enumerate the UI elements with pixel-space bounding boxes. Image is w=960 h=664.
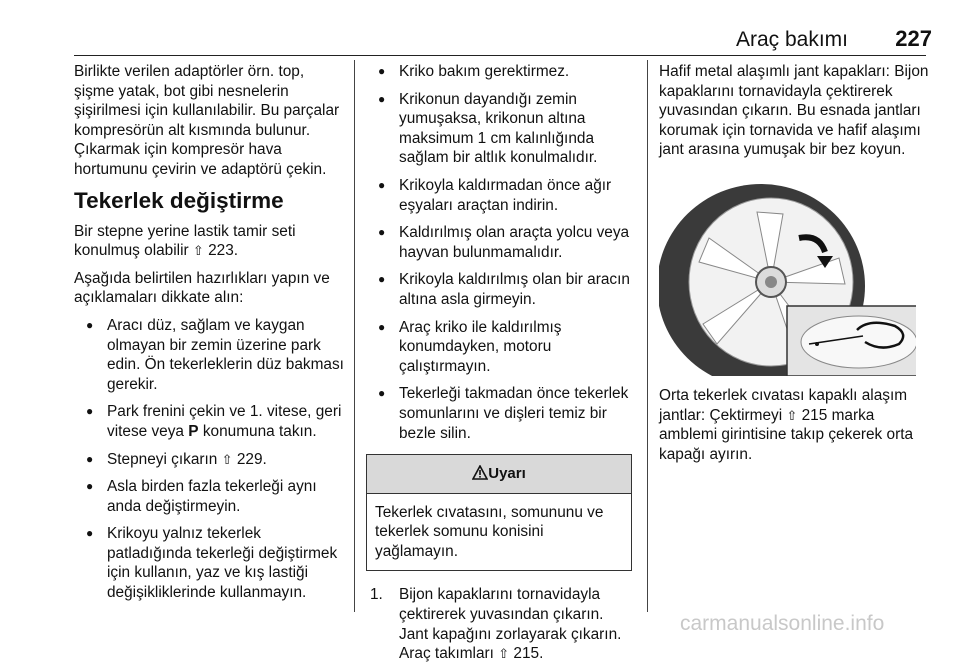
list-item: ● Araç kriko ile kaldırılmış konumdayken, motoru çalıştırmayın. xyxy=(366,318,632,377)
step-1: 1. Bijon kapaklarını tornavidayla çektirerek yuvasından çıkarın. Jant kapağını zorlayarak çıkarın. Araç takımları ⇧ 215. xyxy=(370,586,622,663)
warning-header xyxy=(367,455,631,494)
list-item: ● Park frenini çekin ve 1. vitese, geri vitese veya P konumuna takın. xyxy=(74,402,346,441)
prep-intro: Aşağıda belirtilen hazırlıkları yapın ve açıklamaları dikkate alın: xyxy=(74,269,330,307)
watermark: carmanualsonline.info xyxy=(680,612,885,635)
chapter-title: Araç bakımı xyxy=(735,28,848,51)
alloy-cap-paragraph: Hafif metal alaşımlı jant kapakları: Bijon kapaklarını tornavidayla çektirerek yuvasından çıkarın. Bu esnada jantları korumak için tornavida ve hafif alaşımı jant arasına yumuşak bir bez koyun. xyxy=(659,63,929,159)
spare-note: Bir stepne yerine lastik tamir seti konulmuş olabilir ⇧ 223. xyxy=(74,222,296,260)
list-item: ● Aracı düz, sağlam ve kaygan olmayan bir zemin üzerine park edin. Ön tekerleklerin düz bakması gerekir. xyxy=(74,316,346,394)
column-left xyxy=(74,62,346,611)
page-reference[interactable]: 229. xyxy=(236,450,267,468)
page-reference[interactable]: 215. xyxy=(513,645,544,663)
step-number: 1. xyxy=(370,586,383,604)
wheel-figure-icon xyxy=(659,176,916,376)
warning-text: Tekerlek cıvatasını, somununu ve tekerlek somunu konisini yağlamayın. xyxy=(375,503,604,560)
warning-triangle-icon xyxy=(472,465,488,480)
page-reference[interactable]: 215 xyxy=(801,406,828,424)
list-item: ● Kaldırılmış olan araçta yolcu veya hayvan bulunmamalıdır. xyxy=(366,223,632,262)
center-cap-paragraph: Orta tekerlek cıvatası kapaklı alaşım jantlar: Çektirmeyi ⇧ 215 marka amblemi girintisine takıp çekerek orta kapağı ayırın. xyxy=(659,386,914,463)
column-divider-1 xyxy=(354,60,355,612)
column-middle xyxy=(366,62,632,664)
list-item: ● Kriko bakım gerektirmez. xyxy=(366,62,632,82)
list-item: ● Tekerleği takmadan önce tekerlek somunlarını ve dişleri temiz bir bezle silin. xyxy=(366,384,632,443)
list-item: ● Krikonun dayandığı zemin yumuşaksa, krikonun altına maksimum 1 cm kalınlığında sağlam bir altlık konulmalıdır. xyxy=(366,90,632,168)
list-item: ● Krikoyla kaldırmadan önce ağır eşyaları araçtan indirin. xyxy=(366,176,632,215)
page-number: 227 xyxy=(895,26,932,51)
list-item: ● Stepneyi çıkarın ⇧ 229. xyxy=(74,450,346,470)
page-reference[interactable]: 223. xyxy=(208,242,239,260)
ref-arrow-icon: ⇧ xyxy=(498,646,510,662)
intro-paragraph: Birlikte verilen adaptörler örn. top, şişme yatak, bot gibi nesnelerin şişirilmesi için kullanılabilir. Bu parçalar kompresörün alt kısmında bulunur. Çıkarmak için kompresör hava hortumunu çevirin ve adaptörü çekin. xyxy=(74,63,340,178)
ref-arrow-icon: ⇧ xyxy=(221,451,233,467)
list-item: ● Asla birden fazla tekerleği aynı anda değiştirmeyin. xyxy=(74,477,346,516)
ref-arrow-icon: ⇧ xyxy=(192,243,204,259)
warning-title: Uyarı xyxy=(488,465,526,483)
warning-box xyxy=(366,454,632,571)
header-rule xyxy=(74,55,926,56)
prep-list xyxy=(74,316,346,603)
column-divider-2 xyxy=(647,60,648,612)
list-item: ● Krikoyu yalnız tekerlek patladığında tekerleği değiştirmek için kullanın, yaz ve kış lastiği değişikliklerinde kullanmayın. xyxy=(74,524,346,602)
wheel-illustration xyxy=(659,176,916,376)
jack-list xyxy=(366,62,632,443)
ref-arrow-icon: ⇧ xyxy=(786,407,798,423)
column-right xyxy=(659,62,931,472)
section-heading: Tekerlek değiştirme xyxy=(74,187,284,213)
list-item: ● Krikoyla kaldırılmış olan bir aracın altına asla girmeyin. xyxy=(366,270,632,309)
